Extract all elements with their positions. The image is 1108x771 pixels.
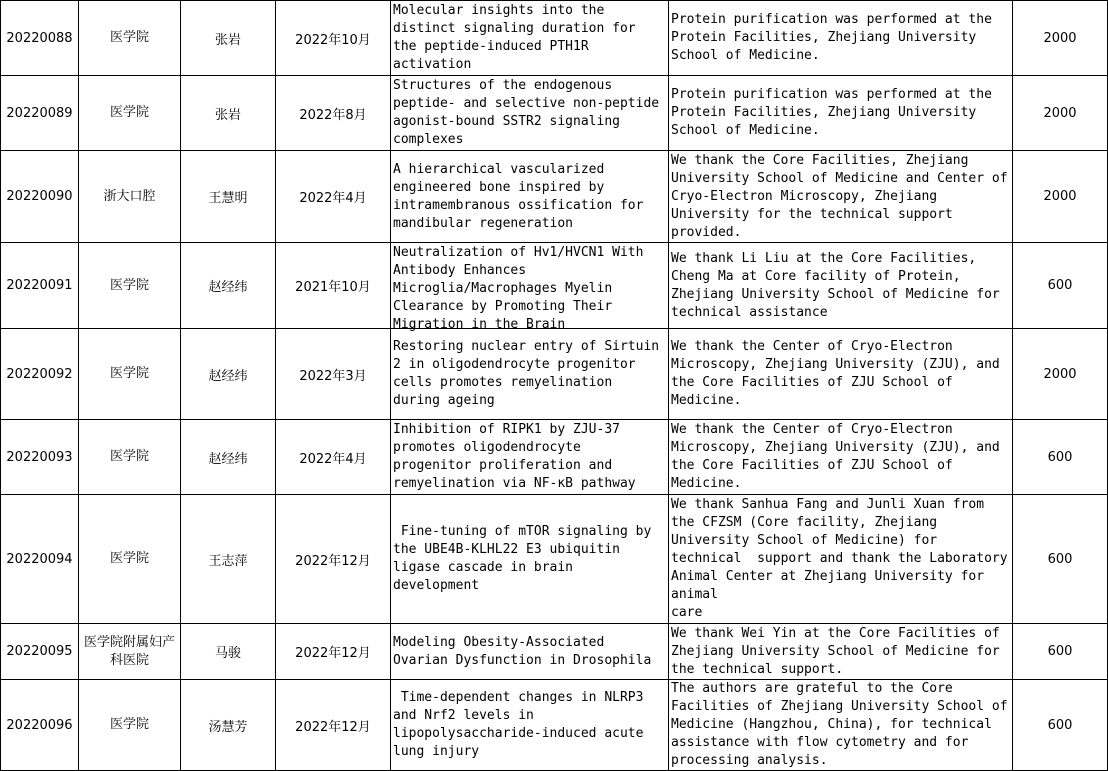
acknowledgement-cell xyxy=(669,1,1013,76)
acknowledgement: The authors are grateful to the Core Facilities of Zhejiang University School of Medicine (Hangzhou, China), for technical assistance with flow cytometry and for processing analysis. xyxy=(671,681,1016,768)
publication-date: 2022年8月 xyxy=(276,76,391,151)
paper-title-cell xyxy=(391,680,669,771)
department: 浙大口腔 xyxy=(79,151,181,243)
researcher: 张岩 xyxy=(181,1,276,76)
acknowledgement-cell xyxy=(669,420,1013,495)
amount: 2000 xyxy=(1013,1,1108,76)
paper-title: Restoring nuclear entry of Sirtuin 2 in oligodendrocyte progenitor cells promotes remyelination during ageing xyxy=(393,339,667,408)
amount: 2000 xyxy=(1013,76,1108,151)
department: 医学院 xyxy=(79,1,181,76)
researcher: 张岩 xyxy=(181,76,276,151)
acknowledgement: Protein purification was performed at the Protein Facilities, Zhejiang University School of Medicine. xyxy=(671,87,1000,138)
paper-title: Modeling Obesity-Associated Ovarian Dysfunction in Drosophila xyxy=(393,634,652,668)
department: 医学院 xyxy=(79,243,181,329)
publication-date: 2022年4月 xyxy=(276,151,391,243)
record-id: 20220093 xyxy=(1,420,79,495)
department: 医学院 xyxy=(79,680,181,771)
record-id: 20220091 xyxy=(1,243,79,329)
record-id: 20220096 xyxy=(1,680,79,771)
paper-title: Neutralization of Hv1/HVCN1 With Antibody Enhances Microglia/Macrophages Myelin Clearance by Promoting Their Migration in the Brain xyxy=(393,244,652,332)
record-id: 20220088 xyxy=(1,1,79,76)
publication-date: 2022年12月 xyxy=(276,624,391,680)
table-row xyxy=(1,329,1108,420)
researcher: 王志萍 xyxy=(181,495,276,624)
publication-date: 2022年12月 xyxy=(276,680,391,771)
table-row xyxy=(1,76,1108,151)
department: 医学院附属妇产科医院 xyxy=(79,624,181,680)
researcher: 赵经纬 xyxy=(181,243,276,329)
record-id: 20220090 xyxy=(1,151,79,243)
table-row xyxy=(1,151,1108,243)
amount: 2000 xyxy=(1013,329,1108,420)
department: 医学院 xyxy=(79,495,181,624)
table-row xyxy=(1,420,1108,495)
paper-title-cell xyxy=(391,624,669,680)
acknowledgement: We thank the Center of Cryo-Electron Microscopy, Zhejiang University (ZJU), and the Core Facilities of ZJU School of Medicine. xyxy=(671,422,1008,491)
table-row xyxy=(1,243,1108,329)
researcher: 赵经纬 xyxy=(181,420,276,495)
publication-date: 2022年3月 xyxy=(276,329,391,420)
paper-title: A hierarchical vascularized engineered bone inspired by intramembranous ossification for mandibular regeneration xyxy=(393,161,652,231)
acknowledgement: We thank the Center of Cryo-Electron Microscopy, Zhejiang University (ZJU), and the Core Facilities of ZJU School of Medicine. xyxy=(671,339,1008,408)
publication-date: 2021年10月 xyxy=(276,243,391,329)
amount: 2000 xyxy=(1013,151,1108,243)
acknowledgement: We thank Sanhua Fang and Junli Xuan from the CFZSM (Core facility, Zhejiang University School of Medicine) for technical support and thank the Laboratory Animal Center at Zhejiang University for animal care xyxy=(671,497,1008,620)
amount: 600 xyxy=(1013,624,1108,680)
paper-title-cell xyxy=(391,1,669,76)
publication-date: 2022年10月 xyxy=(276,1,391,76)
acknowledgement: Protein purification was performed at the Protein Facilities, Zhejiang University School of Medicine. xyxy=(671,12,1000,63)
paper-title-cell xyxy=(391,243,669,332)
acknowledgement-cell xyxy=(669,680,1016,771)
researcher: 马骏 xyxy=(181,624,276,680)
record-id: 20220094 xyxy=(1,495,79,624)
paper-title: Time-dependent changes in NLRP3 and Nrf2 levels in lipopolysaccharide-induced acute lung injury xyxy=(393,690,652,759)
table-row xyxy=(1,624,1108,680)
record-id: 20220089 xyxy=(1,76,79,151)
table-row xyxy=(1,1,1108,76)
acknowledgement-cell xyxy=(669,151,1016,243)
acknowledgement-cell xyxy=(669,624,1013,680)
acknowledgement: We thank Wei Yin at the Core Facilities of Zhejiang University School of Medicine for the technical support. xyxy=(671,625,1008,677)
acknowledgement-cell xyxy=(669,76,1013,151)
record-id: 20220092 xyxy=(1,329,79,420)
researcher: 赵经纬 xyxy=(181,329,276,420)
department: 医学院 xyxy=(79,420,181,495)
amount: 600 xyxy=(1013,680,1108,771)
amount: 600 xyxy=(1013,243,1108,329)
amount: 600 xyxy=(1013,495,1108,624)
paper-title: Structures of the endogenous peptide- and selective non-peptide agonist-bound SSTR2 signaling complexes xyxy=(393,78,667,147)
acknowledgement: We thank the Core Facilities, Zhejiang University School of Medicine and Center of Cryo-Electron Microscopy, Zhejiang University for the technical support provided. xyxy=(671,152,1016,240)
paper-title-cell xyxy=(391,76,669,151)
paper-title-cell xyxy=(391,420,669,495)
table-row xyxy=(1,495,1108,624)
department: 医学院 xyxy=(79,76,181,151)
paper-title: Fine-tuning of mTOR signaling by the UBE4B-KLHL22 E3 ubiquitin ligase cascade in brain development xyxy=(393,524,660,593)
publication-date: 2022年4月 xyxy=(276,420,391,495)
paper-title-cell xyxy=(391,151,669,243)
paper-title-cell xyxy=(391,495,669,624)
researcher: 王慧明 xyxy=(181,151,276,243)
publication-date: 2022年12月 xyxy=(276,495,391,624)
department: 医学院 xyxy=(79,329,181,420)
paper-title: Molecular insights into the distinct signaling duration for the peptide-induced PTH1R activation xyxy=(393,3,644,72)
paper-title: Inhibition of RIPK1 by ZJU-37 promotes oligodendrocyte progenitor proliferation and remyelination via NF-κB pathway xyxy=(393,422,636,491)
table-row xyxy=(1,680,1108,771)
record-id: 20220095 xyxy=(1,624,79,680)
acknowledgement-cell xyxy=(669,329,1013,420)
acknowledgement: We thank Li Liu at the Core Facilities, Cheng Ma at Core facility of Protein, Zhejiang University School of Medicine for technical assistance xyxy=(671,250,1008,320)
paper-title-cell xyxy=(391,329,669,420)
acknowledgement-cell xyxy=(669,495,1013,624)
acknowledgement-cell xyxy=(669,243,1013,329)
amount: 600 xyxy=(1013,420,1108,495)
researcher: 汤慧芳 xyxy=(181,680,276,771)
